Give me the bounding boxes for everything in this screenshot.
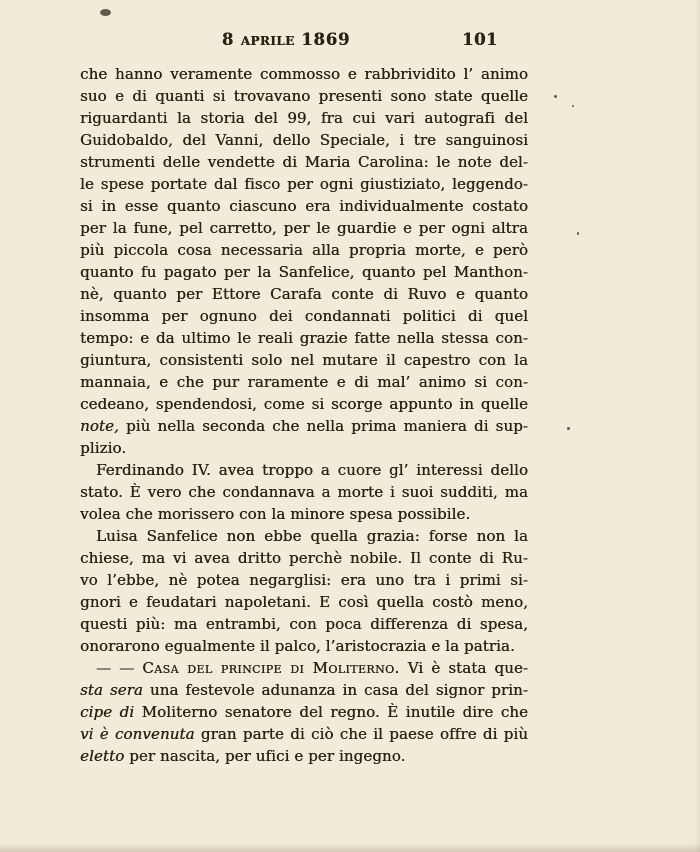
text-line <box>80 679 528 701</box>
text-line <box>80 239 528 261</box>
text-line <box>80 129 528 151</box>
text-segment: volea che morissero con la minore spesa possibile. <box>80 505 471 523</box>
text-segment: — — <box>96 659 143 677</box>
text-line <box>80 437 528 459</box>
page-body <box>80 63 528 767</box>
text-line <box>80 371 528 393</box>
text-segment: note, <box>80 417 119 435</box>
scan-speck <box>100 9 111 16</box>
text-segment: Guidobaldo, del Vanni, dello Speciale, i tre sanguinosi <box>80 131 528 149</box>
text-column <box>80 30 528 767</box>
text-segment: riguardanti la storia del 99, fra cui vari autografi del <box>80 109 528 127</box>
text-line <box>80 481 528 503</box>
text-segment: aprile <box>240 30 295 49</box>
text-segment: suo e di quanti si trovavano presenti sono state quelle <box>80 87 528 105</box>
page-header <box>80 30 528 54</box>
text-segment: più piccola cosa necessaria alla propria morte, e però <box>80 241 528 259</box>
text-segment: chiese, ma vi avea dritto perchè nobile. Il conte di Ru- <box>80 549 528 567</box>
text-segment: più nella seconda che nella prima maniera di sup- <box>118 417 528 435</box>
text-segment: eletto <box>80 747 125 765</box>
text-line <box>80 195 528 217</box>
text-segment: vi è convenuta <box>80 725 195 743</box>
text-segment: 8 <box>221 30 241 49</box>
text-line <box>80 151 528 173</box>
text-line <box>80 613 528 635</box>
text-segment: vo l’ebbe, nè potea negarglisi: era uno tra i primi si- <box>80 571 528 589</box>
scan-speck <box>577 232 579 235</box>
text-line <box>80 547 528 569</box>
text-line <box>80 459 528 481</box>
text-line <box>80 745 528 767</box>
text-line <box>80 525 528 547</box>
text-segment: una festevole adunanza in casa del signor prin- <box>142 681 528 699</box>
text-segment: Luisa Sanfelice non ebbe quella grazia: forse non la <box>96 527 528 545</box>
text-line <box>80 327 528 349</box>
text-line <box>80 591 528 613</box>
scan-speck <box>554 95 557 98</box>
text-segment: per nascita, per ufici e per ingegno. <box>124 747 406 765</box>
scan-speck <box>572 105 574 107</box>
text-segment: le spese portate dal fisco per ogni giustiziato, leggendo- <box>80 175 528 193</box>
text-line <box>80 393 528 415</box>
text-line <box>80 657 528 679</box>
header-date <box>222 30 350 49</box>
text-segment: insomma per ognuno dei condannati politici di quel <box>80 307 528 325</box>
text-segment: strumenti delle vendette di Maria Carolina: le note del- <box>80 153 528 171</box>
text-line <box>80 569 528 591</box>
text-line <box>80 107 528 129</box>
page-number: 101 <box>462 30 498 49</box>
text-segment: Vi è stata que- <box>399 659 528 677</box>
text-segment: quanto fu pagato per la Sanfelice, quanto pel Manthon- <box>80 263 528 281</box>
text-segment: plizio. <box>80 439 127 457</box>
text-segment: Ferdinando IV. avea troppo a cuore gl’ interessi dello <box>96 461 528 479</box>
text-segment: tempo: e da ultimo le reali grazie fatte nella stessa con- <box>80 329 528 347</box>
text-segment: onorarono egualmente il palco, l’aristocrazia e la patria. <box>80 637 515 655</box>
text-line <box>80 635 528 657</box>
text-segment: per la fune, pel carretto, per le guardie e per ogni altra <box>80 219 528 237</box>
text-segment: giuntura, consistenti solo nel mutare il capestro con la <box>80 351 528 369</box>
text-segment: stato. È vero che condannava a morte i suoi sudditi, ma <box>80 483 528 501</box>
text-line <box>80 63 528 85</box>
text-segment: gran parte di ciò che il paese offre di più <box>194 725 528 743</box>
text-segment: cipe di <box>80 703 135 721</box>
text-segment: cedeano, spendendosi, come si scorge appunto in quelle <box>80 395 528 413</box>
text-segment: che hanno veramente commosso e rabbrividito l’ animo <box>80 65 528 83</box>
text-line <box>80 283 528 305</box>
text-line <box>80 723 528 745</box>
text-line <box>80 305 528 327</box>
text-segment: gnori e feudatari napoletani. E così quella costò meno, <box>80 593 528 611</box>
text-line <box>80 415 528 437</box>
text-line <box>80 701 528 723</box>
text-segment: si in esse quanto ciascuno era individualmente costato <box>80 197 528 215</box>
text-segment: Moliterno senatore del regno. È inutile dire che <box>134 703 528 721</box>
text-line <box>80 85 528 107</box>
scan-speck <box>567 427 570 430</box>
text-segment: nè, quanto per Ettore Carafa conte di Ruvo e quanto <box>80 285 528 303</box>
text-line <box>80 173 528 195</box>
text-line <box>80 217 528 239</box>
text-segment: 1869 <box>294 30 351 49</box>
text-segment: sta sera <box>80 681 143 699</box>
text-line <box>80 503 528 525</box>
text-segment: mannaia, e che pur raramente e di mal’ animo si con- <box>80 373 528 391</box>
text-segment: Casa del principe di Moliterno. <box>142 659 400 677</box>
text-segment: questi più: ma entrambi, con poca differenza di spesa, <box>80 615 528 633</box>
text-line <box>80 349 528 371</box>
text-line <box>80 261 528 283</box>
